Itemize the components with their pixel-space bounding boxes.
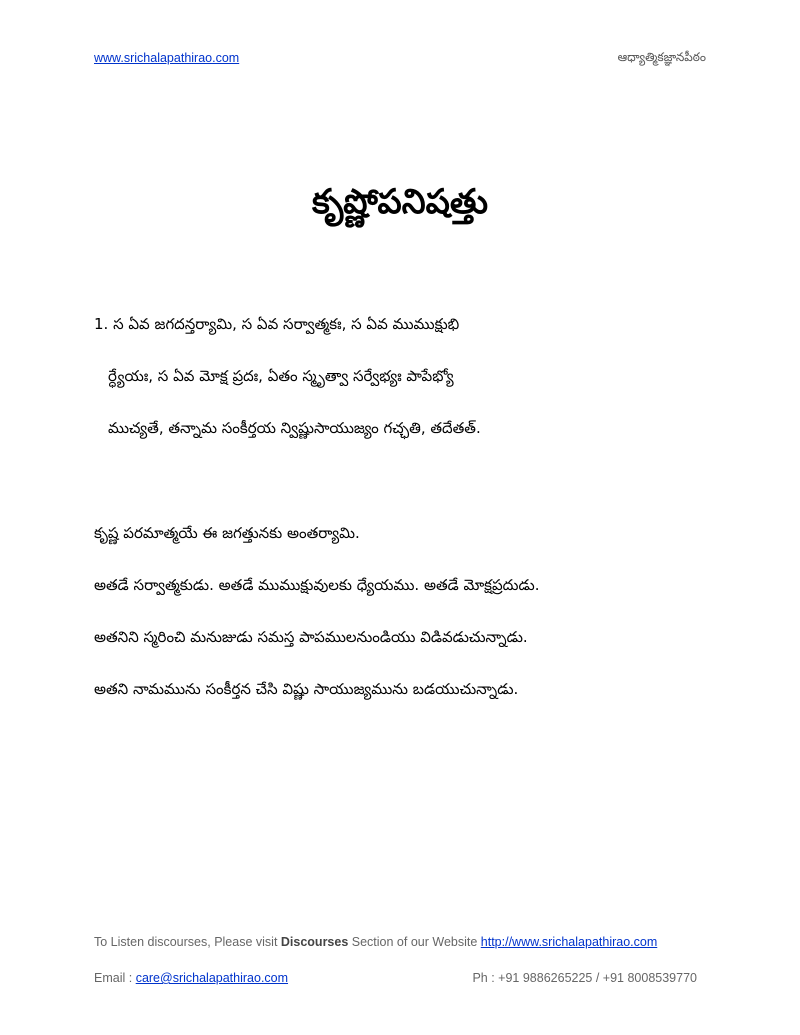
footer-website-link[interactable]: http://www.srichalapathirao.com xyxy=(480,935,658,949)
meaning-line: అతనిని స్మరించి మనుజుడు సమస్త పాపములనుండియు విడివడుచున్నాడు. xyxy=(94,628,528,646)
footer-email-label: Email : xyxy=(94,971,136,985)
footer-phone: Ph : +91 9886265225 / +91 8008539770 xyxy=(472,971,697,985)
header-website-link[interactable]: www.srichalapathirao.com xyxy=(94,51,240,65)
page-title: కృష్ణోపనిషత్తు xyxy=(311,182,489,222)
verse-line: 1. స ఏవ జగదన్తర్యామి, స ఏవ సర్వాత్మకః, స ఏవ ముముక్షుభి xyxy=(94,315,460,333)
meaning-line: కృష్ణ పరమాత్మయే ఈ జగత్తునకు అంతర్యామి. xyxy=(94,524,360,542)
footer-listen-line xyxy=(94,935,657,949)
footer-discourses-label: Discourses xyxy=(280,935,349,949)
meaning-line: అతని నామమును సంకీర్తన చేసి విష్ణు సాయుజ్యమును బడయుచున్నాడు. xyxy=(94,680,519,698)
footer-email-line xyxy=(94,971,288,985)
footer-listen-middle: Section of our Website xyxy=(348,935,481,949)
meaning-block xyxy=(94,520,714,728)
verse-block xyxy=(94,312,714,468)
header-right-text: ఆధ్యాత్మికజ్ఞానపీఠం xyxy=(617,50,706,64)
verse-line: ముచ్యతే, తన్నామ సంకీర్తయ న్విష్ణుసాయుజ్యం గచ్ఛతి, తదేతత్. xyxy=(108,419,481,437)
meaning-line: అతడే సర్వాత్మకుడు. అతడే ముముక్షువులకు ధ్యేయము. అతడే మోక్షప్రదుడు. xyxy=(94,576,540,594)
verse-line: ర్ధ్యేయః, స ఏవ మోక్ష ప్రదః, ఏతం స్మృత్వా సర్వేభ్యః పాపేభ్యో xyxy=(108,367,454,385)
footer-email-link[interactable]: care@srichalapathirao.com xyxy=(135,971,289,985)
footer-listen-prefix: To Listen discourses, Please visit xyxy=(94,935,281,949)
